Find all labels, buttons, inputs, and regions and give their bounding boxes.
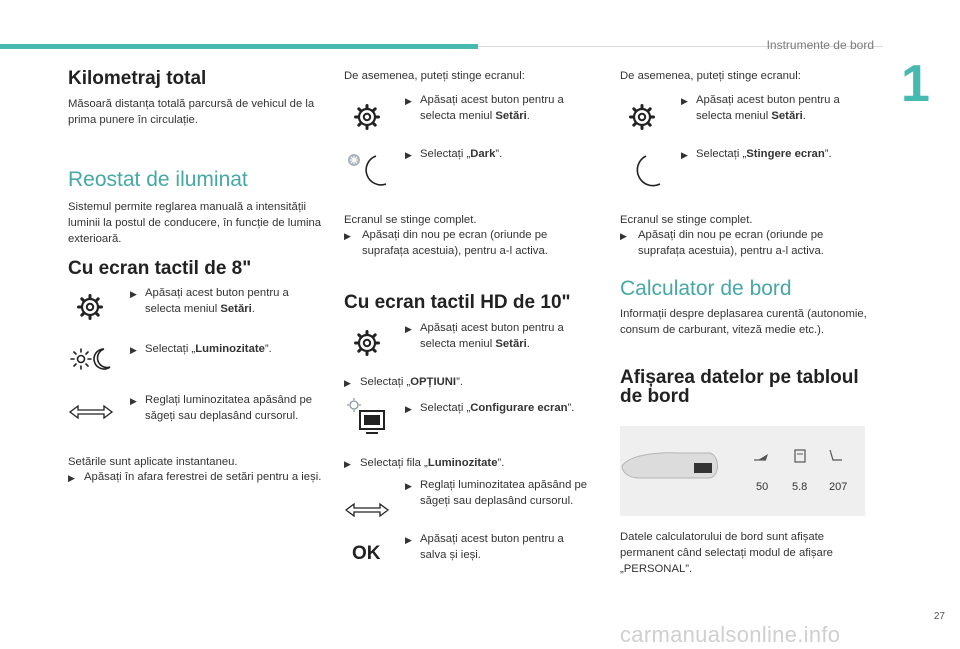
heading-odometer: Kilometraj total [68,68,207,89]
bullet-marker: ▶ [405,96,412,106]
text-reactivate-c2: Apăsați din nou pe ecran (oriunde pe suprafața acestuia), pentru a-l activa. [362,229,548,257]
instrument-panel-illustration [620,426,865,516]
step-adjust-c1: Reglați luminozitatea apăsând pe săgeți sau deplasând cursorul. [145,394,313,422]
text-odometer: Măsoară distanța totală parcursă de vehicul de la prima punere în circulație. [68,98,315,126]
section-title: Instrumente de bord [766,38,874,52]
bullet-marker: ▶ [130,396,137,406]
bullet-marker: ▶ [405,150,412,160]
gear-icon [353,329,381,357]
bullet-marker: ▶ [681,150,688,160]
panel-value-distance: 207 [829,481,848,493]
bullet-marker: ▶ [405,404,412,414]
brightness-icon [70,345,112,373]
step-settings-c1: Apăsați acest buton pentru a selecta meniul Setări. [145,287,289,315]
bullet-marker: ▶ [68,473,75,483]
bullet-marker: ▶ [405,535,412,545]
step-settings-c2: Apăsați acest buton pentru a selecta meniul Setări. [420,94,564,122]
intro-screen-off-c3: De asemenea, puteți stinge ecranul: [620,70,801,82]
step-adjust-c2: Reglați luminozitatea apăsând pe săgeți sau deplasând cursorul. [420,479,588,507]
text-screen-off-c3: Ecranul se stinge complet. [620,214,753,226]
text-exit: Apăsați în afara ferestrei de setări pentru a ieși. [84,471,322,483]
bullet-marker: ▶ [405,324,412,334]
gear-icon [76,293,104,321]
watermark: carmanualsonline.info [620,622,841,647]
panel-value-consumption: 5.8 [792,481,808,493]
heading-touchscreen-8: Cu ecran tactil de 8" [68,258,252,279]
step-save: Apăsați acest buton pentru a salva și ieși. [420,533,564,561]
bullet-marker: ▶ [344,231,351,241]
screen-config-icon [346,397,390,439]
text-rheostat: Sistemul permite reglarea manuală a intensității luminii la postul de conducere, în funcție de lumina exterioară. [68,201,322,245]
bullet-marker: ▶ [130,289,137,299]
panel-value-range: 50 [756,481,769,493]
bullet-marker: ▶ [344,378,351,388]
step-brightness-c1: Selectați „Luminozitate”. [145,343,272,355]
page-number: 27 [933,611,945,622]
bullet-marker: ▶ [681,96,688,106]
text-reactivate-c3: Apăsați din nou pe ecran (oriunde pe suprafața acestuia), pentru a-l activa. [638,229,824,257]
bullet-marker: ▶ [405,481,412,491]
step-screen-off: Selectați „Stingere ecran”. [696,148,832,160]
gear-icon [628,103,656,131]
slider-arrows-icon [68,404,114,420]
text-trip-computer: Informații despre deplasarea curentă (autonomie, consum de carburant, viteză medie etc.). [620,308,867,336]
dark-mode-icon [346,150,390,190]
header-accent-bar [0,44,478,49]
ok-icon: OK [352,543,381,564]
step-settings-c2b: Apăsați acest buton pentru a selecta meniul Setări. [420,322,564,350]
step-brightness-tab: Selectați fila „Luminozitate”. [360,457,505,469]
step-options: Selectați „OPȚIUNI”. [360,376,463,388]
text-applied: Setările sunt aplicate instantaneu. [68,456,238,468]
intro-screen-off-c2: De asemenea, puteți stinge ecranul: [344,70,525,82]
slider-arrows-icon [344,502,390,518]
heading-touchscreen-10: Cu ecran tactil HD de 10" [344,292,571,313]
chapter-number: 1 [901,55,930,113]
gear-icon [353,103,381,131]
bullet-marker: ▶ [344,459,351,469]
step-screen-config: Selectați „Configurare ecran”. [420,402,575,414]
heading-rheostat: Reostat de iluminat [68,168,248,191]
text-screen-off-c2: Ecranul se stinge complet. [344,214,477,226]
step-dark: Selectați „Dark”. [420,148,503,160]
heading-dashboard-display: Afișarea datelor pe tabloul de bord [620,367,859,407]
step-settings-c3: Apăsați acest buton pentru a selecta meniul Setări. [696,94,840,122]
moon-icon [624,150,664,190]
text-dashboard-display: Datele calculatorului de bord sunt afișate permanent când selectați modul de afișare „PERSONAL”. [620,531,833,575]
heading-trip-computer: Calculator de bord [620,277,792,300]
bullet-marker: ▶ [620,231,627,241]
bullet-marker: ▶ [130,345,137,355]
